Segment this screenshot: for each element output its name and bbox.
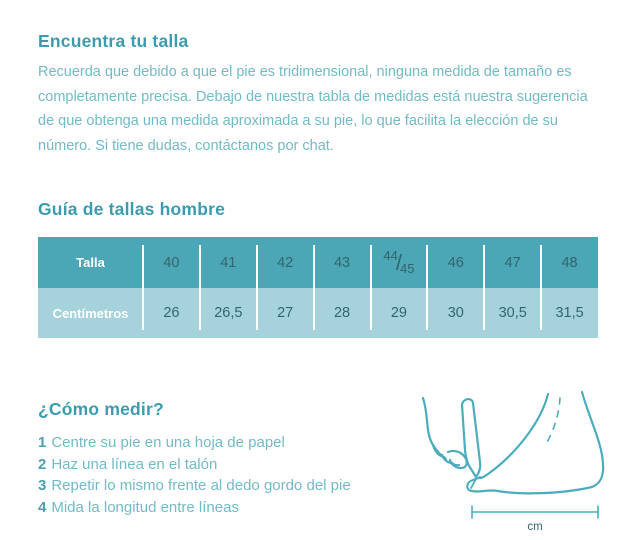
size-row-label: Talla <box>38 237 143 288</box>
foot-instep-line <box>480 394 548 478</box>
centimeters-value-cell: 30,5 <box>484 288 541 338</box>
table-label-column <box>38 237 143 338</box>
size-value-cell: 43 <box>314 237 371 288</box>
measuring-step <box>38 454 351 476</box>
step-number: 1 <box>38 434 47 451</box>
find-your-size-heading: Encuentra tu talla <box>38 31 189 51</box>
table-size-column <box>200 237 257 338</box>
cm-label: cm <box>527 521 543 533</box>
step-number: 3 <box>38 477 47 494</box>
sole-outline <box>467 477 592 493</box>
size-value-cell: 42 <box>257 237 314 288</box>
foot-measurement-illustration <box>402 390 632 538</box>
measuring-step <box>38 475 351 497</box>
measuring-step <box>38 432 351 454</box>
centimeters-row-label: Centímetros <box>38 288 143 338</box>
step-text: Mida la longitud entre líneas <box>51 498 239 516</box>
size-value-cell: 48 <box>541 237 598 288</box>
ankle-sketch-line <box>545 398 560 446</box>
step-number: 4 <box>38 498 47 516</box>
step-text: Repetir lo mismo frente al dedo gordo del pie <box>51 477 351 494</box>
centimeters-value-cell: 26 <box>143 288 200 338</box>
step-number: 2 <box>38 455 47 473</box>
men-size-guide-heading: Guía de tallas hombre <box>38 199 226 219</box>
size-value-cell: 44 / 45 <box>371 237 428 288</box>
table-size-column <box>371 237 428 338</box>
size-value-cell: 46 <box>427 237 484 288</box>
table-size-column <box>541 237 598 338</box>
centimeters-value-cell: 30 <box>427 288 484 338</box>
step-text: Centre su pie en una hoja de papel <box>51 434 285 451</box>
table-size-column <box>484 237 541 338</box>
intro-paragraph: Recuerda que debido a que el pie es tridimensional, ninguna medida de tamaño es completamente precisa. Debajo de nuestra tabla de medidas está nuestra sugerencia de que obtenga una medida aproximada a su pie, lo que facilita la elección de su número. Si tiene dudas, contáctanos por chat. <box>38 64 588 154</box>
centimeters-value-cell: 31,5 <box>541 288 598 338</box>
centimeters-value-cell: 26,5 <box>200 288 257 338</box>
size-value-cell: 40 <box>143 237 200 288</box>
measuring-steps-list <box>38 432 351 518</box>
table-size-column <box>314 237 371 338</box>
centimeters-value-cell: 28 <box>314 288 371 338</box>
size-table <box>38 237 598 338</box>
table-size-column <box>427 237 484 338</box>
measuring-step <box>38 497 351 519</box>
centimeters-value-cell: 27 <box>257 288 314 338</box>
table-size-column <box>143 237 200 338</box>
measurement-line <box>472 506 598 518</box>
how-to-measure-heading: ¿Cómo medir? <box>38 399 164 419</box>
size-value-cell: 47 <box>484 237 541 288</box>
table-size-column <box>257 237 314 338</box>
pencil <box>462 399 480 477</box>
step-text: Haz una línea en el talón <box>51 455 218 473</box>
size-value-cell: 41 <box>200 237 257 288</box>
heel-outline <box>582 392 603 487</box>
centimeters-value-cell: 29 <box>371 288 428 338</box>
